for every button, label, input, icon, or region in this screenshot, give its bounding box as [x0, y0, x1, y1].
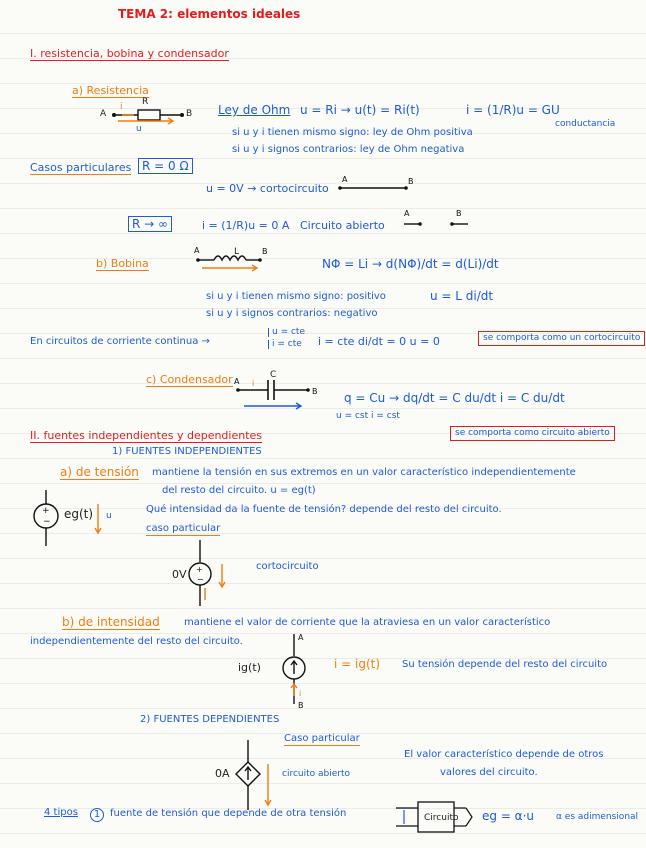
section-2-heading: II. fuentes independientes y dependientes: [30, 429, 263, 442]
svg-text:−: −: [43, 517, 51, 527]
intensidad-desc-2: independientemente del resto del circuito.: [30, 636, 243, 647]
ohm-positive-note: si u y i tienen mismo signo: ley de Ohm positiva: [232, 127, 473, 138]
r-zero-box: R = 0 Ω: [138, 158, 193, 174]
inductor-flux-equation: NΦ = Li → d(NΦ)/dt = d(Li)/dt: [322, 257, 499, 271]
svg-text:A: A: [404, 209, 410, 218]
svg-text:B: B: [312, 387, 318, 396]
zero-voltage-label: 0V: [172, 568, 187, 581]
current-source-equation: i = ig(t): [334, 657, 381, 671]
svg-text:B: B: [298, 701, 304, 710]
resistencia-heading: a) Resistencia: [72, 84, 149, 97]
current-source-diagram: [280, 634, 320, 710]
open-circuit-diagram: [390, 208, 480, 232]
fuentes-indep-heading: 1) FUENTES INDEPENDIENTES: [112, 446, 262, 457]
inductor-law: u = L di/dt: [430, 289, 494, 303]
svg-text:−: −: [197, 575, 204, 584]
current-source-note: Su tensión depende del resto del circuito: [402, 659, 608, 670]
caso-particular-2: Caso particular: [284, 733, 360, 744]
tipo-1-description: fuente de tensión que depende de otra tensión: [110, 808, 347, 819]
node-a-label: A: [100, 109, 107, 119]
r-infinity-box: R → ∞: [128, 216, 172, 232]
tipos-label: 4 tipos: [44, 807, 78, 818]
resistor-label: R: [142, 97, 149, 107]
open-circuit-equation: i = (1/R)u = 0 A: [202, 219, 290, 232]
dc-equations: i = cte di/dt = 0 u = 0: [318, 335, 440, 348]
conductance-label: conductancia: [555, 119, 616, 129]
svg-text:i: i: [252, 379, 255, 388]
svg-text:A: A: [298, 633, 304, 642]
svg-text:A: A: [342, 175, 348, 184]
fuentes-dep-heading: 2) FUENTES DEPENDIENTES: [140, 714, 280, 725]
caso-particular-1: caso particular: [146, 523, 221, 534]
dc-inductor-result: se comporta como un cortocircuito: [478, 331, 645, 346]
current-label: i: [120, 102, 123, 112]
node-b-label: B: [186, 109, 193, 119]
voltage-source-u: u: [106, 511, 112, 521]
current-source-label: ig(t): [238, 661, 261, 674]
svg-text:+: +: [196, 565, 203, 574]
tension-heading: a) de tensión: [60, 465, 139, 479]
cortocircuito-label: cortocircuito: [256, 561, 319, 572]
circuito-abierto-label: circuito abierto: [282, 769, 351, 779]
dc-condition-2: i = cte: [268, 340, 302, 349]
page-title: TEMA 2: elementos ideales: [118, 7, 301, 21]
svg-text:A: A: [234, 377, 240, 386]
tipo-1-number: 1: [90, 808, 104, 822]
voltage-label: u: [136, 124, 142, 134]
short-circuit-equation: u = 0V → cortocircuito: [206, 182, 329, 195]
conductance-equation: i = (1/R)u = GU: [466, 103, 560, 117]
tension-desc-2: del resto del circuito. u = eg(t): [162, 485, 316, 496]
short-circuit-diagram: [330, 176, 420, 196]
capacitor-label: C: [270, 370, 277, 380]
svg-text:B: B: [262, 247, 268, 256]
condensador-heading: c) Condensador: [146, 373, 233, 386]
capacitor-equation: q = Cu → dq/dt = C du/dt i = C du/dt: [344, 391, 565, 405]
svg-text:A: A: [194, 246, 200, 255]
current-question: Qué intensidad da la fuente de tensión? depende del resto del circuito.: [146, 504, 502, 515]
dc-condition-1: u = cte: [268, 328, 305, 337]
circuito-box-label: Circuito: [424, 813, 459, 823]
capacitor-result: se comporta como circuito abierto: [450, 426, 615, 441]
inductor-negative-note: si u y i signos contrarios: negativo: [206, 308, 378, 319]
inductor-positive-note: si u y i tienen mismo signo: positivo: [206, 291, 386, 302]
bobina-heading: b) Bobina: [96, 257, 149, 270]
dependent-note-1: El valor característico depende de otros: [404, 749, 604, 760]
intensidad-heading: b) de intensidad: [62, 615, 160, 629]
ohm-law-title: Ley de Ohm: [218, 103, 291, 117]
dependent-note-2: valores del circuito.: [440, 767, 538, 778]
svg-text:+: +: [42, 506, 50, 516]
voltage-source-label: eg(t): [64, 507, 94, 521]
capacitor-diagram: [228, 370, 328, 416]
open-circuit-label: Circuito abierto: [300, 219, 385, 232]
zero-current-label: 0A: [215, 767, 230, 780]
section-1-heading: I. resistencia, bobina y condensador: [30, 47, 229, 60]
capacitor-conditions: u = cst i = cst: [336, 411, 400, 421]
dependent-formula: eg = α·u: [482, 809, 535, 823]
casos-particulares-label: Casos particulares: [30, 161, 132, 174]
svg-text:B: B: [408, 177, 414, 186]
dc-circuit-text: En circuitos de corriente continua →: [30, 336, 210, 347]
ohm-law-equation: u = Ri → u(t) = Ri(t): [300, 103, 420, 117]
alpha-note: α es adimensional: [556, 812, 639, 822]
intensidad-desc-1: mantiene el valor de corriente que la atraviesa en un valor característico: [184, 617, 551, 628]
svg-text:B: B: [456, 209, 462, 218]
inductor-label: L: [234, 247, 240, 257]
svg-text:i: i: [299, 689, 302, 698]
tension-desc-1: mantiene la tensión en sus extremos en un valor característico independientemente: [152, 467, 576, 478]
ohm-negative-note: si u y i signos contrarios: ley de Ohm negativa: [232, 144, 465, 155]
